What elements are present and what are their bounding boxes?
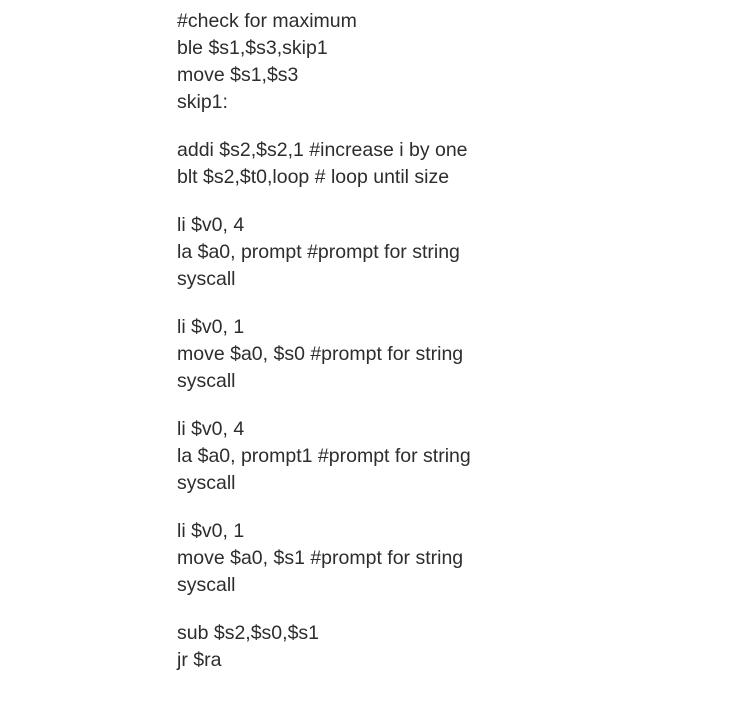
code-line: la $a0, prompt #prompt for string (177, 241, 460, 263)
code-line: li $v0, 1 (177, 520, 245, 542)
code-line: blt $s2,$t0,loop # loop until size (177, 166, 450, 188)
code-line: move $a0, $s0 #prompt for string (177, 343, 464, 365)
code-line: sub $s2,$s0,$s1 (177, 622, 320, 644)
code-block-print-prompt1 (177, 416, 471, 497)
code-line: li $v0, 4 (177, 418, 245, 440)
code-line: li $v0, 1 (177, 316, 245, 338)
code-block-print-prompt (177, 212, 471, 293)
code-line: addi $s2,$s2,1 #increase i by one (177, 139, 468, 161)
code-block-print-s1 (177, 518, 471, 599)
code-line: syscall (177, 370, 236, 392)
code-line: skip1: (177, 91, 228, 113)
code-line: jr $ra (177, 649, 222, 671)
code-line: la $a0, prompt1 #prompt for string (177, 445, 471, 467)
code-block-return (177, 620, 471, 674)
code-line: syscall (177, 574, 236, 596)
code-block-check-maximum (177, 8, 471, 116)
code-line: move $s1,$s3 (177, 64, 299, 86)
code-line: #check for maximum (177, 10, 357, 32)
code-block-loop-increment (177, 137, 471, 191)
code-line: move $a0, $s1 #prompt for string (177, 547, 464, 569)
code-line: syscall (177, 472, 236, 494)
code-document (177, 8, 471, 695)
code-block-print-s0 (177, 314, 471, 395)
code-line: ble $s1,$s3,skip1 (177, 37, 328, 59)
code-line: li $v0, 4 (177, 214, 245, 236)
code-line: syscall (177, 268, 236, 290)
